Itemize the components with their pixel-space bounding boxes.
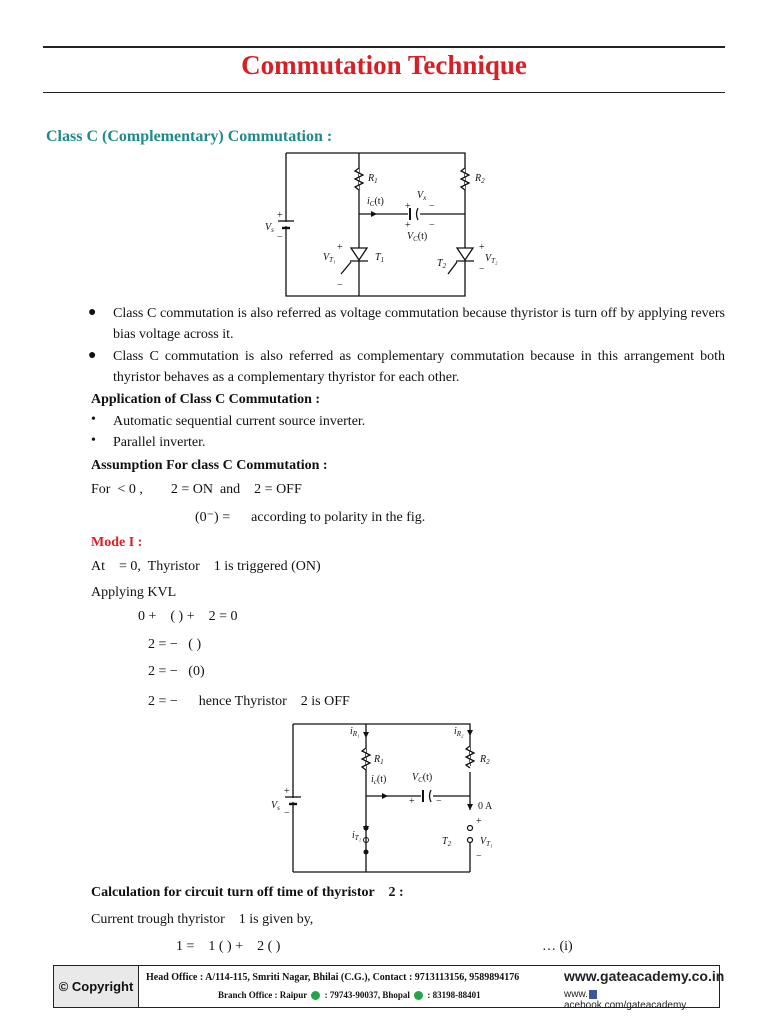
facebook-icon: [589, 990, 597, 999]
c2-vc-plus: +: [409, 796, 415, 807]
c1-ic-label: $i_C(t)$: [367, 196, 384, 208]
c1-vs-label: $V_s$: [265, 222, 274, 234]
c2-vc-minus: −: [436, 796, 442, 807]
application-heading: Application of Class C Commutation :: [91, 392, 321, 407]
c1-t1-label: $T_1$: [375, 252, 385, 264]
raipur-phone: : 79743-90037,: [324, 990, 381, 1000]
c1-vt2-minus: −: [479, 264, 485, 275]
top-rule: [43, 46, 725, 48]
whatsapp-icon: [311, 991, 320, 1000]
copyright: © Copyright: [54, 966, 139, 1007]
app-dot-1: •: [91, 412, 96, 427]
bullet-dot-2: ●: [88, 348, 97, 363]
c1-t2-label: $T_2$: [437, 258, 447, 270]
facebook-link[interactable]: [564, 989, 719, 1011]
c2-ir1-label: $i_{R_1}$: [350, 726, 360, 738]
bullet-1: Class C commutation is also referred as voltage commutation because thyristor is turn off by applying revers bias voltage across it.: [113, 306, 725, 342]
c1-vt1-label: $V_{T_1}$: [323, 252, 336, 264]
assumption-line-1: For < 0 , 2 = ON and 2 = OFF: [91, 482, 302, 497]
c2-r1-label: $R_1$: [374, 754, 384, 766]
c1-vc-label: $V_C(t)$: [407, 231, 428, 243]
c1-r2-label: $R_2$: [475, 173, 485, 185]
calc-heading: Calculation for circuit turn off time of thyristor 2 :: [91, 885, 404, 900]
head-office: Head Office : A/114-115, Smriti Nagar, Bhilai (C.G.), Contact : 9713113156, 9589894176: [146, 972, 520, 983]
mode1-line: At = 0, Thyristor 1 is triggered (ON): [91, 559, 321, 574]
mode1-heading: Mode I :: [91, 535, 143, 550]
c1-vc-plus: +: [405, 220, 411, 231]
c2-ir2-label: $i_{R_2}$: [454, 726, 464, 738]
c2-vs-minus: −: [284, 808, 290, 819]
equation-5-tag: … (i): [542, 939, 573, 954]
facebook-prefix: www.: [564, 989, 588, 1000]
bhopal-phone: : 83198-88401: [427, 990, 481, 1000]
bhopal-label: Bhopal: [382, 990, 410, 1000]
equation-1: 0 + ( ) + 2 = 0: [138, 609, 238, 624]
c1-vx-minus: −: [429, 201, 435, 212]
equation-2: 2 = − ( ): [148, 637, 202, 652]
circuit-diagram-1: [255, 148, 515, 300]
c2-ic-label: $i_c(t)$: [371, 774, 387, 786]
current-line: Current trough thyristor 1 is given by,: [91, 912, 314, 927]
application-1: Automatic sequential current source inverter.: [113, 414, 366, 429]
c2-vs-plus: +: [284, 786, 290, 797]
c1-vt1-plus: +: [337, 242, 343, 253]
c1-vt2-plus: +: [479, 242, 485, 253]
c1-vs-minus: −: [277, 232, 283, 243]
app-dot-2: •: [91, 433, 96, 448]
equation-4: 2 = − hence Thyristor 2 is OFF: [148, 694, 350, 709]
facebook-rest: acebook.com/gateacademy: [564, 1000, 687, 1011]
c2-t2-label: $T_2$: [442, 836, 452, 848]
branch-prefix: Branch Office : Raipur: [218, 990, 308, 1000]
title-underline: [43, 92, 725, 93]
footer: [53, 965, 725, 1011]
circuit-diagram-2: [268, 720, 518, 876]
c2-vt1-minus: −: [476, 851, 482, 862]
kvl-label: Applying KVL: [91, 585, 177, 600]
c1-vt2-label: $V_{T_2}$: [485, 253, 498, 265]
c1-vt1-minus: −: [337, 280, 343, 291]
application-2: Parallel inverter.: [113, 435, 206, 450]
c1-r1-label: $R_1$: [368, 173, 378, 185]
c2-vt1-label: $V_{T_1}$: [480, 836, 493, 848]
c2-vs-label: $V_s$: [271, 800, 280, 812]
c2-it1-label: $i_{T_1}$: [352, 830, 362, 842]
bullet-2: Class C commutation is also referred as complementary commutation because in this arrangement both thyristor behaves as a complementary thyristor for each other.: [113, 349, 725, 385]
website-link[interactable]: www.gateacademy.co.in: [564, 968, 725, 984]
bullet-dot-1: ●: [88, 305, 97, 320]
c2-vc-label: $V_C(t)$: [412, 772, 433, 784]
equation-5: 1 = 1 ( ) + 2 ( ): [176, 939, 281, 954]
whatsapp-icon: [414, 991, 423, 1000]
c2-r2-label: $R_2$: [480, 754, 490, 766]
assumption-line-2: (0⁻) = according to polarity in the fig.: [195, 510, 426, 525]
c1-vx-label: $V_x$: [417, 190, 427, 202]
page-title: Commutation Technique: [241, 50, 527, 80]
c2-zero-amp: 0 A: [478, 801, 493, 812]
assumption-heading: Assumption For class C Commutation :: [91, 458, 328, 473]
c1-vx-plus: +: [405, 201, 411, 212]
equation-3: 2 = − (0): [148, 664, 205, 679]
section-heading: Class C (Complementary) Commutation :: [46, 128, 333, 145]
branch-office: [218, 990, 481, 1000]
c1-vs-plus: +: [277, 210, 283, 221]
c1-vc-minus: −: [429, 220, 435, 231]
c2-vt1-plus: +: [476, 816, 482, 827]
